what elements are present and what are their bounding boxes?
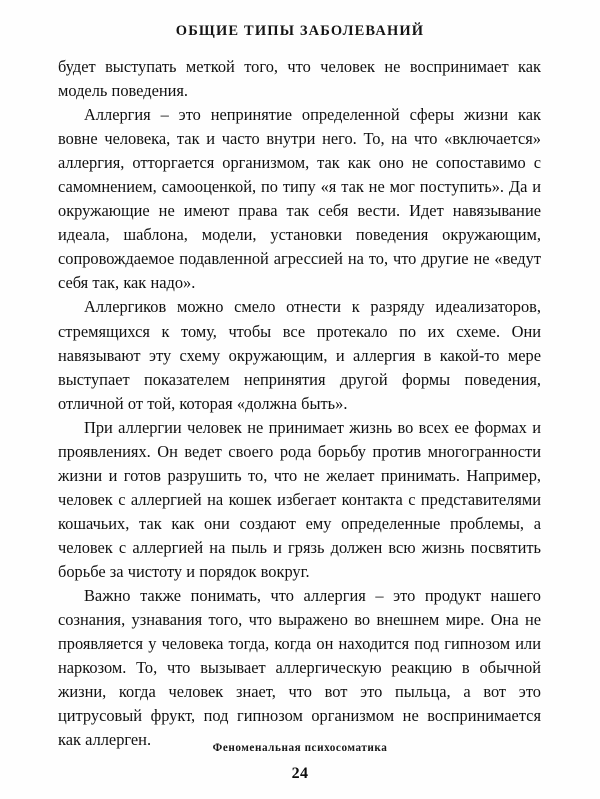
paragraph-3: Аллергиков можно смело отнести к разряду идеализаторов, стремящихся к тому, чтобы все протекало по их схеме. Они навязывают эту схему окружающим, и аллергия в какой-то мере выступает показателем непринятия другой формы поведения, отличной от той, которая «должна быть». bbox=[58, 297, 541, 413]
footer-book-title: Феноменальная психосоматика bbox=[212, 742, 388, 754]
body-text-block bbox=[58, 55, 541, 752]
paragraph-1: будет выступать меткой того, что человек не воспринимает как модель поведения. bbox=[58, 57, 541, 101]
page-number: 24 bbox=[291, 765, 309, 782]
running-head: ОБЩИЕ ТИПЫ ЗАБОЛЕВАНИЙ bbox=[175, 23, 425, 39]
paragraph-4: При аллергии человек не принимает жизнь во всех ее формах и проявлениях. Он ведет своего рода борьбу против многогранности жизни и готов разрушить то, что не желает принимать. Например, человек с аллергией на кошек избегает контакта с представителями кошачьих, так как они создают ему определенные проблемы, а человек с аллергией на пыль и грязь должен всю жизнь посвятить борьбе за чистоту и порядок вокруг. bbox=[58, 417, 541, 581]
paragraph-5: Важно также понимать, что аллергия – это продукт нашего сознания, узнавания того, что выражено во внешнем мире. Она не проявляется у человека тогда, когда он находится под гипнозом или наркозом. То, что вызывает аллергическую реакцию в обычной жизни, когда человек знает, что вот это пыльца, а вот это цитрусовый фрукт, под гипнозом организмом не воспринимается как аллерген. bbox=[58, 586, 541, 750]
paragraph-2: Аллергия – это непринятие определенной сферы жизни как вовне человека, так и часто внутри него. То, на что «включается» аллергия, отторгается организмом, так как оно не сопоставимо с самомнением, самооценкой, по типу «я так не мог поступить». Да и окружающие не имеют права так себя вести. Идет навязывание идеала, шаблона, модели, установки поведения окружающим, сопровождаемое подавленной агрессией на то, что другие не «ведут себя так, как надо». bbox=[58, 105, 541, 293]
